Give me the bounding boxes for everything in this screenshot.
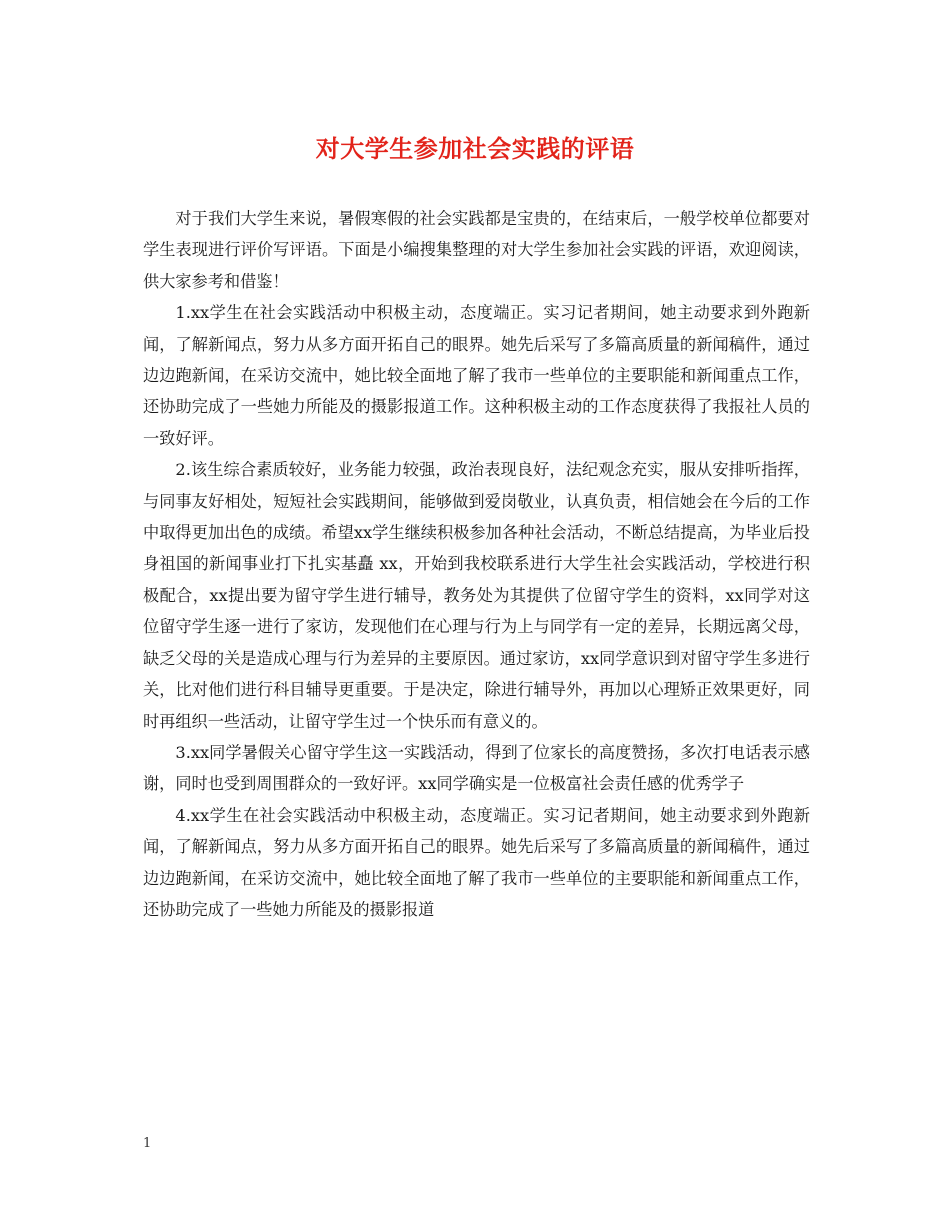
paragraph-item-3: 3.xx同学暑假关心留守学生这一实践活动，得到了位家长的高度赞扬，多次打电话表示感谢，同时也受到周围群众的一致好评。xx同学确实是一位极富社会责任感的优秀学子 — [143, 742, 810, 794]
paragraph-item-1: 1.xx学生在社会实践活动中积极主动，态度端正。实习记者期间，她主动要求到外跑新闻，了解新闻点，努力从多方面开拓自己的眼界。她先后采写了多篇高质量的新闻稿件，通过边边跑新闻，在采访交流中，她比较全面地了解了我市一些单位的主要职能和新闻重点工作，还协助完成了一些她力所能及的摄影报道工作。这种积极主动的工作态度获得了我报社人员的一致好评。 — [143, 303, 810, 448]
paragraph-item-4: 4.xx学生在社会实践活动中积极主动，态度端正。实习记者期间，她主动要求到外跑新闻，了解新闻点，努力从多方面开拓自己的眼界。她先后采写了多篇高质量的新闻稿件，通过边边跑新闻，在采访交流中，她比较全面地了解了我市一些单位的主要职能和新闻重点工作，还协助完成了一些她力所能及的摄影报道 — [143, 805, 810, 919]
page-number: 1 — [143, 1136, 152, 1151]
paragraph-item-2: 2.该生综合素质较好，业务能力较强，政治表现良好，法纪观念充实，服从安排听指挥，与同事友好相处，短短社会实践期间，能够做到爱岗敬业，认真负责，相信她会在今后的工作中取得更加出色的成绩。希望xx学生继续积极参加各种社会活动，不断总结提高，为毕业后投身祖国的新闻事业打下扎实基矗 xx，开始到我校联系进行大学生社会实践活动，学校进行积极配合，xx提出要为留守学生进行辅导，教务处为其提供了位留守学生的资料，xx同学对这位留守学生逐一进行了家访，发现他们在心理与行为上与同学有一定的差异，长期远离父母，缺乏父母的关是造成心理与行为差异的主要原因。通过家访，xx同学意识到对留守学生多进行关，比对他们进行科目辅导更重要。于是决定，除进行辅导外，再加以心理矫正效果更好，同时再组织一些活动，让留守学生过一个快乐而有意义的。 — [143, 460, 810, 731]
paragraph-intro: 对于我们大学生来说，暑假寒假的社会实践都是宝贵的，在结束后，一般学校单位都要对学生表现进行评价写评语。下面是小编搜集整理的对大学生参加社会实践的评语，欢迎阅读，供大家参考和借鉴！ — [143, 209, 810, 291]
document-body — [143, 203, 810, 925]
document-title: 对大学生参加社会实践的评语 — [315, 134, 635, 163]
